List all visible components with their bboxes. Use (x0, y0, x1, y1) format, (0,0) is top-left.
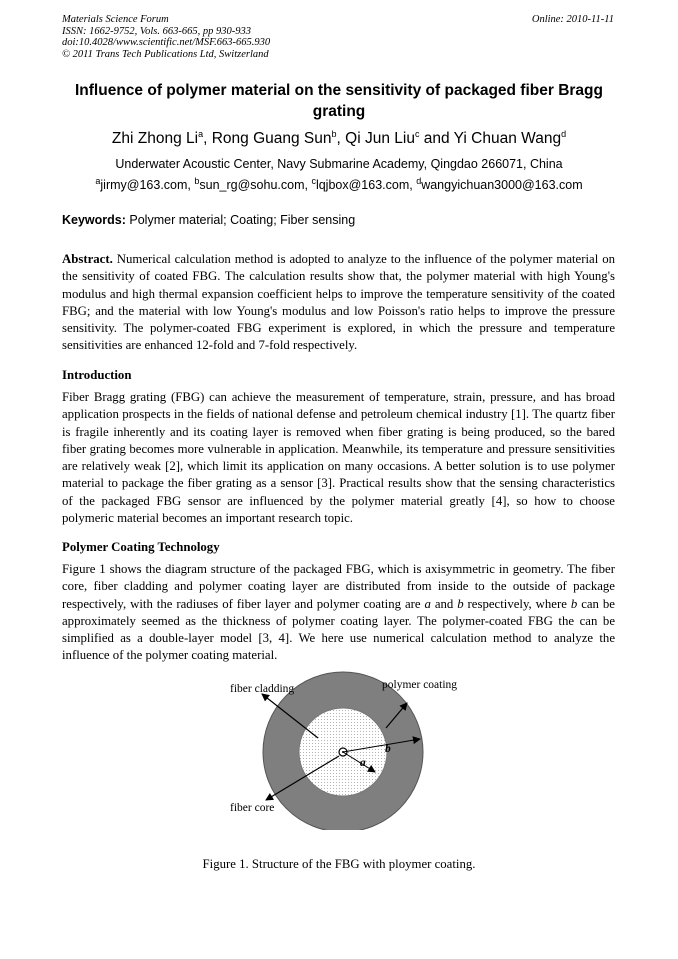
introduction-paragraph: Fiber Bragg grating (FBG) can achieve the measurement of temperature, strain, pressure, and has broad application prospects in the fields of national defense and petroleum chemical industry [1]. The quartz fiber is fragile inherently and its coating layer is removed when fiber grating is being produced, so the bared fiber grating becomes more vulnerable in application. Meanwhile, its temperature and pressure sensitivities are relatively weak [2], which limit its application on many occasions. A better solution is to use polymer material to package the fiber grating as a sensor [3]. Practical results show that the sensing characteristics of the packaged FBG sensor are influenced by the polymer material greatly [4], so how to choose polymeric material becomes an important research topic. (62, 390, 615, 526)
variable-b: b (570, 596, 578, 611)
label-a: a (360, 757, 366, 769)
keywords-label: Keywords: (62, 213, 126, 227)
author-sup: a (198, 128, 204, 139)
abstract-label: Abstract. (62, 252, 113, 266)
online-date: Online: 2010-11-11 (531, 14, 614, 25)
paragraph-text: and (430, 596, 458, 611)
email-address[interactable]: wangyichuan3000@163.com (421, 178, 583, 192)
email-address[interactable]: jirmy@163.com (100, 178, 188, 192)
author-name: Rong Guang Sun (211, 130, 332, 147)
email-address[interactable]: sun_rg@sohu.com (199, 178, 305, 192)
polymer-coating-paragraph (62, 561, 615, 665)
variable-b: b (457, 596, 464, 611)
paragraph-text: can be approximately seemed as the thickness of polymer coating layer. The polymer-coated FBG the can be simplified as a double-layer model [3, 4]. We here use numerical calculation method to analyze the influence of the polymer coating material. (62, 596, 615, 663)
issn-line: ISSN: 1662-9752, Vols. 663-665, pp 930-933 (62, 25, 251, 37)
copyright-line: © 2011 Trans Tech Publications Ltd, Switzerland (62, 48, 269, 60)
affiliation: Underwater Acoustic Center, Navy Submarine Academy, Qingdao 266071, China (115, 157, 563, 171)
abstract-text: Numerical calculation method is adopted to analyze to the influence of the polymer material on the sensitivity of coated FBG. The calculation results show that, the polymer material with high Young's modulus and high thermal expansion coefficient helps to improve the temperature sensitivity of the coated FBG; and the material with low Young's modulus and low Poisson's ratio helps to improve the pressure sensitivity. The polymer-coated FBG experiment is explored, in which the pressure and temperature sensitivities are enhanced 12-fold and 7-fold respectively. (62, 252, 615, 353)
author-sup: d (561, 128, 567, 139)
section-heading-introduction: Introduction (62, 368, 132, 382)
fbg-structure-diagram (200, 670, 500, 830)
variable-a: a (424, 596, 431, 611)
author-separator: , (203, 130, 212, 147)
email-address[interactable]: lqjbox@163.com (315, 178, 410, 192)
author-list (60, 130, 618, 148)
author-sup: b (331, 128, 337, 139)
paragraph-text: Figure 1 shows the diagram structure of the packaged FBG, which is axisymmetric in geometry. The fiber core, fiber cladding and polymer coating layer are distributed from inside to the outside of package respectively, with the radiuses of fiber layer and polymer coating are (62, 562, 615, 611)
author-separator: and (419, 130, 454, 147)
email-sup: a (95, 175, 101, 186)
author-separator: , (336, 130, 346, 147)
author-name: Qi Jun Liu (345, 130, 415, 147)
author-name: Yi Chuan Wang (453, 130, 562, 147)
abstract (62, 251, 615, 355)
author-sup: c (414, 128, 420, 139)
figure-caption: Figure 1. Structure of the FBG with ploymer coating. (202, 857, 476, 871)
author-name: Zhi Zhong Li (111, 130, 199, 147)
email-sup: d (416, 175, 422, 186)
label-b: b (385, 743, 391, 755)
label-polymer-coating: polymer coating (382, 679, 458, 691)
journal-header (62, 14, 270, 60)
email-sup: b (194, 175, 200, 186)
keywords (62, 213, 355, 227)
paragraph-text: respectively, where (463, 596, 571, 611)
journal-name: Materials Science Forum (62, 14, 169, 25)
paper-title: Influence of polymer material on the sensitivity of packaged fiber Bragg grating (75, 82, 603, 120)
section-heading-polymer-coating: Polymer Coating Technology (62, 540, 220, 554)
email-list: $^a$jirmy@163.com, $^b$sun_rg@sohu.com, $^c$lqjbox@163.com, $^d$wangyichuan3000@163.com (95, 175, 583, 192)
label-fiber-cladding: fiber cladding (230, 683, 295, 695)
doi-line: doi:10.4028/www.scientific.net/MSF.663-665.930 (62, 37, 271, 48)
email-sup: c (311, 175, 316, 186)
label-fiber-core: fiber core (230, 802, 275, 814)
keywords-text: Polymer material; Coating; Fiber sensing (129, 213, 356, 227)
